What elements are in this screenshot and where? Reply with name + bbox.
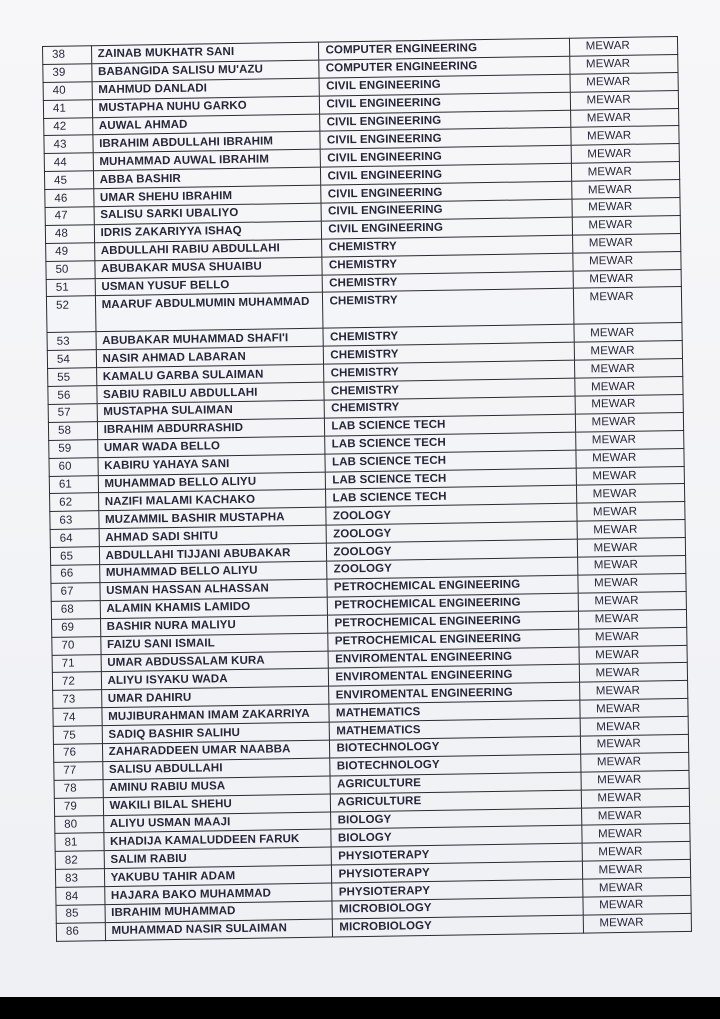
department-cell: ENVIROMENTAL ENGINEERING: [329, 647, 579, 669]
department-cell: CHEMISTRY: [324, 360, 574, 382]
department-cell: MICROBIOLOGY: [332, 897, 582, 919]
university-cell: MEWAR: [581, 824, 690, 844]
department-cell: LAB SCIENCE TECH: [325, 414, 575, 436]
university-cell: MEWAR: [582, 877, 691, 897]
department-cell: BIOLOGY: [331, 826, 581, 848]
student-name-cell: BABANGIDA SALISU MU'AZU: [91, 60, 319, 81]
department-cell: MATHEMATICS: [330, 718, 580, 740]
serial-number-cell: 68: [51, 600, 100, 619]
serial-number-cell: 85: [56, 905, 105, 924]
university-cell: MEWAR: [581, 770, 690, 790]
department-cell: LAB SCIENCE TECH: [326, 486, 576, 508]
department-cell: CHEMISTRY: [322, 253, 572, 275]
serial-number-cell: 52: [46, 296, 95, 333]
student-table-body: [43, 37, 692, 942]
serial-number-cell: 49: [46, 243, 95, 262]
student-name-cell: IDRIS ZAKARIYYA ISHAQ: [94, 221, 322, 242]
department-cell: PHYSIOTERAPY: [332, 861, 582, 883]
department-cell: CIVIL ENGINEERING: [320, 110, 570, 132]
student-name-cell: WAKILI BILAL SHEHU: [103, 794, 331, 815]
university-cell: MEWAR: [582, 842, 691, 862]
university-cell: MEWAR: [577, 573, 686, 593]
department-cell: PHYSIOTERAPY: [332, 843, 582, 865]
university-cell: MEWAR: [572, 233, 681, 253]
university-cell: MEWAR: [577, 538, 686, 558]
serial-number-cell: 74: [53, 708, 102, 727]
department-cell: PETROCHEMICAL ENGINEERING: [328, 593, 578, 615]
serial-number-cell: 71: [52, 654, 101, 673]
serial-number-cell: 66: [51, 565, 100, 584]
university-cell: MEWAR: [572, 251, 681, 271]
student-name-cell: KAMALU GARBA SULAIMAN: [96, 364, 324, 385]
student-name-cell: ABUBAKAR MUHAMMAD SHAFI'I: [96, 329, 324, 350]
department-cell: COMPUTER ENGINEERING: [319, 56, 569, 78]
university-cell: MEWAR: [578, 591, 687, 611]
department-cell: LAB SCIENCE TECH: [326, 468, 576, 490]
student-name-cell: MUSTAPHA NUHU GARKO: [92, 96, 320, 117]
department-cell: BIOTECHNOLOGY: [330, 754, 580, 776]
student-name-cell: IBRAHIM ABDURRASHID: [97, 418, 325, 439]
department-cell: CIVIL ENGINEERING: [321, 163, 571, 185]
serial-number-cell: 70: [52, 636, 101, 655]
student-name-cell: HAJARA BAKO MUHAMMAD: [104, 883, 332, 904]
department-cell: CIVIL ENGINEERING: [322, 217, 572, 239]
serial-number-cell: 83: [55, 869, 104, 888]
student-name-cell: USMAN HASSAN ALHASSAN: [100, 579, 328, 600]
serial-number-cell: 64: [50, 529, 99, 548]
serial-number-cell: 41: [43, 99, 92, 118]
student-name-cell: AHMAD SADI SHITU: [99, 525, 327, 546]
university-cell: MEWAR: [580, 752, 689, 772]
department-cell: CIVIL ENGINEERING: [321, 199, 571, 221]
serial-number-cell: 42: [44, 117, 93, 136]
serial-number-cell: 53: [47, 332, 96, 351]
department-cell: MATHEMATICS: [329, 700, 579, 722]
student-name-cell: UMAR WADA BELLO: [97, 436, 325, 457]
student-name-cell: SALIM RABIU: [104, 847, 332, 868]
university-cell: MEWAR: [576, 502, 685, 522]
serial-number-cell: 82: [55, 851, 104, 870]
university-cell: MEWAR: [574, 359, 683, 379]
university-cell: MEWAR: [571, 180, 680, 200]
student-name-cell: SABIU RABILU ABDULLAHI: [96, 382, 324, 403]
student-name-cell: NASIR AHMAD LABARAN: [96, 346, 324, 367]
serial-number-cell: 60: [49, 457, 98, 476]
department-cell: MICROBIOLOGY: [333, 915, 583, 937]
department-cell: CIVIL ENGINEERING: [321, 146, 571, 168]
university-cell: MEWAR: [582, 860, 691, 880]
serial-number-cell: 86: [56, 922, 105, 941]
student-name-cell: UMAR ABDUSSALAM KURA: [101, 651, 329, 672]
university-cell: MEWAR: [580, 734, 689, 754]
student-name-cell: MUHAMMAD BELLO ALIYU: [99, 561, 327, 582]
university-cell: MEWAR: [575, 395, 684, 415]
serial-number-cell: 72: [52, 672, 101, 691]
serial-number-cell: 46: [45, 189, 94, 208]
university-cell: MEWAR: [574, 341, 683, 361]
serial-number-cell: 47: [45, 207, 94, 226]
student-name-cell: ABUBAKAR MUSA SHUAIBU: [94, 257, 322, 278]
serial-number-cell: 48: [45, 225, 94, 244]
serial-number-cell: 69: [52, 618, 101, 637]
serial-number-cell: 84: [56, 887, 105, 906]
serial-number-cell: 81: [55, 833, 104, 852]
department-cell: CIVIL ENGINEERING: [321, 181, 571, 203]
serial-number-cell: 38: [43, 46, 92, 65]
serial-number-cell: 80: [55, 815, 104, 834]
serial-number-cell: 76: [53, 744, 102, 763]
serial-number-cell: 75: [53, 726, 102, 745]
student-name-cell: BASHIR NURA MALIYU: [100, 615, 328, 636]
student-name-cell: FAIZU SANI ISMAIL: [100, 633, 328, 654]
serial-number-cell: 77: [54, 761, 103, 780]
university-cell: MEWAR: [577, 520, 686, 540]
student-name-cell: MUZAMMIL BASHIR MUSTAPHA: [98, 507, 326, 528]
department-cell: CHEMISTRY: [323, 289, 574, 329]
department-cell: ZOOLOGY: [327, 539, 577, 561]
university-cell: MEWAR: [572, 198, 681, 218]
department-cell: ZOOLOGY: [327, 557, 577, 579]
department-cell: CHEMISTRY: [325, 396, 575, 418]
university-cell: MEWAR: [570, 108, 679, 128]
department-cell: LAB SCIENCE TECH: [325, 450, 575, 472]
student-name-cell: MUHAMMAD NASIR SULAIMAN: [105, 919, 333, 940]
serial-number-cell: 62: [50, 493, 99, 512]
serial-number-cell: 57: [48, 404, 97, 423]
student-name-cell: IBRAHIM MUHAMMAD: [105, 901, 333, 922]
university-cell: MEWAR: [574, 323, 683, 343]
department-cell: CHEMISTRY: [324, 343, 574, 365]
university-cell: MEWAR: [574, 377, 683, 397]
university-cell: MEWAR: [581, 806, 690, 826]
serial-number-cell: 43: [44, 135, 93, 154]
student-name-cell: AUWAL AHMAD: [92, 114, 320, 135]
university-cell: MEWAR: [572, 215, 681, 235]
department-cell: CHEMISTRY: [323, 325, 573, 347]
student-list-sheet: [42, 36, 692, 942]
department-cell: PETROCHEMICAL ENGINEERING: [328, 629, 578, 651]
university-cell: MEWAR: [570, 90, 679, 110]
serial-number-cell: 55: [48, 368, 97, 387]
department-cell: ENVIROMENTAL ENGINEERING: [329, 682, 579, 704]
department-cell: AGRICULTURE: [330, 772, 580, 794]
department-cell: CIVIL ENGINEERING: [320, 128, 570, 150]
student-name-cell: ABDULLAHI TIJJANI ABUBAKAR: [99, 543, 327, 564]
student-name-cell: ABDULLAHI RABIU ABDULLAHI: [94, 239, 322, 260]
university-cell: MEWAR: [573, 269, 682, 289]
university-cell: MEWAR: [583, 895, 692, 915]
department-cell: PETROCHEMICAL ENGINEERING: [328, 611, 578, 633]
student-name-cell: USMAN YUSUF BELLO: [95, 275, 323, 296]
department-cell: CIVIL ENGINEERING: [320, 92, 570, 114]
student-name-cell: KABIRU YAHAYA SANI: [98, 454, 326, 475]
serial-number-cell: 50: [46, 260, 95, 279]
student-name-cell: MAHMUD DANLADI: [92, 78, 320, 99]
student-name-cell: MUHAMMAD BELLO ALIYU: [98, 472, 326, 493]
university-cell: MEWAR: [579, 681, 688, 701]
university-cell: MEWAR: [576, 484, 685, 504]
student-name-cell: UMAR SHEHU IBRAHIM: [93, 185, 321, 206]
department-cell: LAB SCIENCE TECH: [325, 432, 575, 454]
serial-number-cell: 40: [43, 82, 92, 101]
serial-number-cell: 67: [51, 583, 100, 602]
department-cell: CHEMISTRY: [322, 235, 572, 257]
university-cell: MEWAR: [575, 412, 684, 432]
university-cell: MEWAR: [577, 556, 686, 576]
serial-number-cell: 51: [46, 278, 95, 297]
department-cell: BIOLOGY: [331, 808, 581, 830]
serial-number-cell: 44: [44, 153, 93, 172]
student-name-cell: ALIYU USMAN MAAJI: [103, 812, 331, 833]
department-cell: CHEMISTRY: [324, 378, 574, 400]
university-cell: MEWAR: [569, 37, 678, 57]
university-cell: MEWAR: [573, 287, 682, 325]
serial-number-cell: 45: [44, 171, 93, 190]
student-name-cell: ABBA BASHIR: [93, 167, 321, 188]
serial-number-cell: 58: [48, 422, 97, 441]
university-cell: MEWAR: [579, 645, 688, 665]
university-cell: MEWAR: [576, 448, 685, 468]
student-name-cell: MAARUF ABDULMUMIN MUHAMMAD: [95, 293, 323, 333]
department-cell: PETROCHEMICAL ENGINEERING: [327, 575, 577, 597]
university-cell: MEWAR: [581, 788, 690, 808]
university-cell: MEWAR: [580, 716, 689, 736]
university-cell: MEWAR: [569, 54, 678, 74]
serial-number-cell: 39: [43, 64, 92, 83]
university-cell: MEWAR: [570, 126, 679, 146]
student-table: [42, 36, 692, 942]
university-cell: MEWAR: [578, 627, 687, 647]
serial-number-cell: 65: [50, 547, 99, 566]
university-cell: MEWAR: [575, 430, 684, 450]
university-cell: MEWAR: [571, 162, 680, 182]
student-name-cell: MUSTAPHA SULAIMAN: [97, 400, 325, 421]
serial-number-cell: 73: [53, 690, 102, 709]
university-cell: MEWAR: [579, 663, 688, 683]
student-name-cell: YAKUBU TAHIR ADAM: [104, 865, 332, 886]
student-name-cell: KHADIJA KAMALUDDEEN FARUK: [103, 829, 331, 850]
university-cell: MEWAR: [576, 466, 685, 486]
department-cell: AGRICULTURE: [331, 790, 581, 812]
student-name-cell: MUHAMMAD AUWAL IBRAHIM: [93, 149, 321, 170]
student-name-cell: MUJIBURAHMAN IMAM ZAKARRIYA: [102, 704, 330, 725]
student-name-cell: SALISU ABDULLAHI: [102, 758, 330, 779]
serial-number-cell: 54: [47, 350, 96, 369]
serial-number-cell: 79: [54, 797, 103, 816]
serial-number-cell: 56: [48, 386, 97, 405]
student-name-cell: ZAINAB MUKHATR SANI: [91, 42, 319, 63]
student-name-cell: SADIQ BASHIR SALIHU: [102, 722, 330, 743]
student-name-cell: NAZIFI MALAMI KACHAKO: [98, 490, 326, 511]
university-cell: MEWAR: [583, 913, 692, 933]
department-cell: PHYSIOTERAPY: [332, 879, 582, 901]
student-name-cell: AMINU RABIU MUSA: [103, 776, 331, 797]
university-cell: MEWAR: [571, 144, 680, 164]
serial-number-cell: 59: [49, 439, 98, 458]
department-cell: BIOTECHNOLOGY: [330, 736, 580, 758]
department-cell: COMPUTER ENGINEERING: [319, 38, 569, 60]
student-name-cell: ALIYU ISYAKU WADA: [101, 668, 329, 689]
university-cell: MEWAR: [570, 72, 679, 92]
department-cell: ENVIROMENTAL ENGINEERING: [329, 665, 579, 687]
bottom-black-bar: [0, 997, 720, 1019]
student-name-cell: ZAHARADDEEN UMAR NAABBA: [102, 740, 330, 761]
student-name-cell: UMAR DAHIRU: [101, 686, 329, 707]
department-cell: CHEMISTRY: [323, 271, 573, 293]
serial-number-cell: 61: [49, 475, 98, 494]
university-cell: MEWAR: [579, 699, 688, 719]
department-cell: ZOOLOGY: [326, 504, 576, 526]
student-name-cell: SALISU SARKI UBALIYO: [94, 203, 322, 224]
serial-number-cell: 78: [54, 779, 103, 798]
university-cell: MEWAR: [578, 609, 687, 629]
serial-number-cell: 63: [50, 511, 99, 530]
department-cell: CIVIL ENGINEERING: [320, 74, 570, 96]
department-cell: ZOOLOGY: [327, 521, 577, 543]
student-name-cell: ALAMIN KHAMIS LAMIDO: [100, 597, 328, 618]
student-name-cell: IBRAHIM ABDULLAHI IBRAHIM: [93, 132, 321, 153]
